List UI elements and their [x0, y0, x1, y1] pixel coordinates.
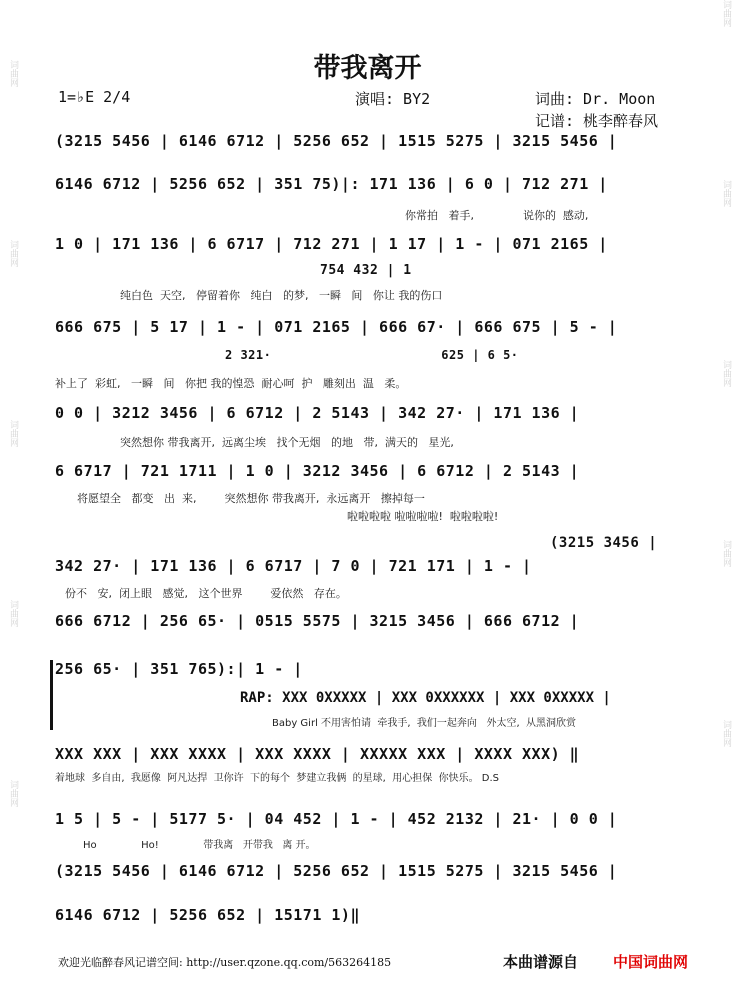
notes: (3215 5456 | 6146 6712 | 5256 652 | 1515 5275 | 3215 5456 | [55, 132, 618, 150]
notation-row [55, 235, 695, 302]
lyrics: 将愿望全 都变 出 来, 突然想你 带我离开, 永远离开 擦掉每一 [77, 492, 425, 505]
notation-row [55, 535, 695, 601]
notation-row [55, 132, 695, 176]
lyrics: 着地球 多自由, 我愿像 阿凡达捍 卫你许 下的每个 梦建立我俩 的星球, 用心担保 你快乐。 D.S [55, 773, 499, 784]
composer: 词曲: Dr. Moon [535, 90, 656, 108]
notation-row [55, 175, 695, 222]
notes: XXX XXX | XXX XXXX | XXX XXXX | XXXXX XXX | XXXX XXX) ‖ [55, 745, 580, 763]
watermark-text: 词曲网 [8, 600, 18, 627]
notation-row [55, 862, 695, 906]
footer-text: 欢迎光临醉春风记谱空间: http://user.qzone.qq.com/563264185 [58, 956, 392, 969]
watermark-text: 词曲网 [8, 60, 18, 87]
watermark-text: 词曲网 [8, 420, 18, 447]
notes: (3215 5456 | 6146 6712 | 5256 652 | 1515 5275 | 3215 5456 | [55, 862, 618, 880]
lyrics: 份不 安, 闭上眼 感觉, 这个世界 爱依然 存在。 [65, 587, 347, 600]
watermark-left [3, 0, 19, 1000]
notes: 6 6717 | 721 1711 | 1 0 | 3212 3456 | 6 6712 | 2 5143 | [55, 462, 580, 480]
song-title: 带我离开 [313, 53, 422, 84]
key-signature: 1=♭E 2/4 [58, 88, 131, 106]
notation-row [55, 810, 695, 854]
watermark-right [716, 0, 732, 1000]
watermark-text: 词曲网 [721, 540, 731, 567]
notes: 342 27· | 171 136 | 6 6717 | 7 0 | 721 171 | 1 - | [55, 557, 532, 575]
notes-alt: (3215 3456 | [550, 535, 658, 551]
lyrics-alt: 啦啦啦啦 啦啦啦啦! 啦啦啦啦! [347, 510, 499, 523]
source-label: 本曲谱源自 [503, 953, 579, 971]
notes: 6146 6712 | 5256 652 | 351 75)|: 171 136 | 6 0 | 712 271 | [55, 175, 608, 193]
lyrics: 突然想你 带我离开, 远离尘埃 找个无烟 的地 带, 满天的 星光, [120, 436, 454, 449]
lyrics: Baby Girl 不用害怕请 牵我手, 我们一起奔向 外太空, 从黑洞欣赏 [272, 718, 576, 729]
notation-row [55, 462, 695, 523]
notes: 666 675 | 5 17 | 1 - | 071 2165 | 666 67· | 666 675 | 5 - | [55, 318, 618, 336]
lyrics: 你常拍 着手, 说你的 感动, [405, 209, 589, 222]
notes: 1 5 | 5 - | 5177 5· | 04 452 | 1 - | 452 2132 | 21· | 0 0 | [55, 810, 618, 828]
notes: 1 0 | 171 136 | 6 6717 | 712 271 | 1 17 | 1 - | 071 2165 | [55, 235, 608, 253]
notes: 6146 6712 | 5256 652 | 15171 1)‖ [55, 906, 360, 924]
notation-row [55, 906, 695, 950]
lyrics: Ho Ho! 带我离 开带我 离 开。 [83, 840, 316, 851]
watermark-text: 词曲网 [8, 240, 18, 267]
transcriber: 记谱: 桃李醉春风 [535, 112, 659, 130]
notes-alt: 2 321· 625 | 6 5· [225, 348, 519, 362]
source-name: 中国词曲网 [613, 953, 689, 971]
notation-row [55, 318, 695, 390]
watermark-text: 词曲网 [721, 360, 731, 387]
watermark-text: 词曲网 [721, 720, 731, 747]
rap-notes: RAP: XXX 0XXXXX | XXX 0XXXXXX | XXX 0XXXXX | [240, 690, 611, 706]
notes: 666 6712 | 256 65· | 0515 5575 | 3215 3456 | 666 6712 | [55, 612, 580, 630]
notation-row [55, 745, 695, 789]
notation-row [0, 690, 735, 734]
notes: 256 65· | 351 765):| 1 - | [55, 660, 303, 678]
lyrics: 补上了 彩虹, 一瞬 间 你把 我的惶恐 耐心呵 护 雕刻出 温 柔。 [55, 377, 407, 390]
watermark-text: 词曲网 [721, 180, 731, 207]
notation-row [55, 612, 695, 656]
watermark-text: 词曲网 [8, 780, 18, 807]
lyrics: 纯白色 天空, 停留着你 纯白 的梦, 一瞬 间 你让 我的伤口 [120, 289, 443, 302]
notes-alt: 754 432 | 1 [320, 263, 412, 278]
watermark-text: 词曲网 [721, 0, 731, 27]
singer: 演唱: BY2 [355, 90, 431, 108]
notation-row [55, 404, 695, 448]
notes: 0 0 | 3212 3456 | 6 6712 | 2 5143 | 342 27· | 171 136 | [55, 404, 580, 422]
